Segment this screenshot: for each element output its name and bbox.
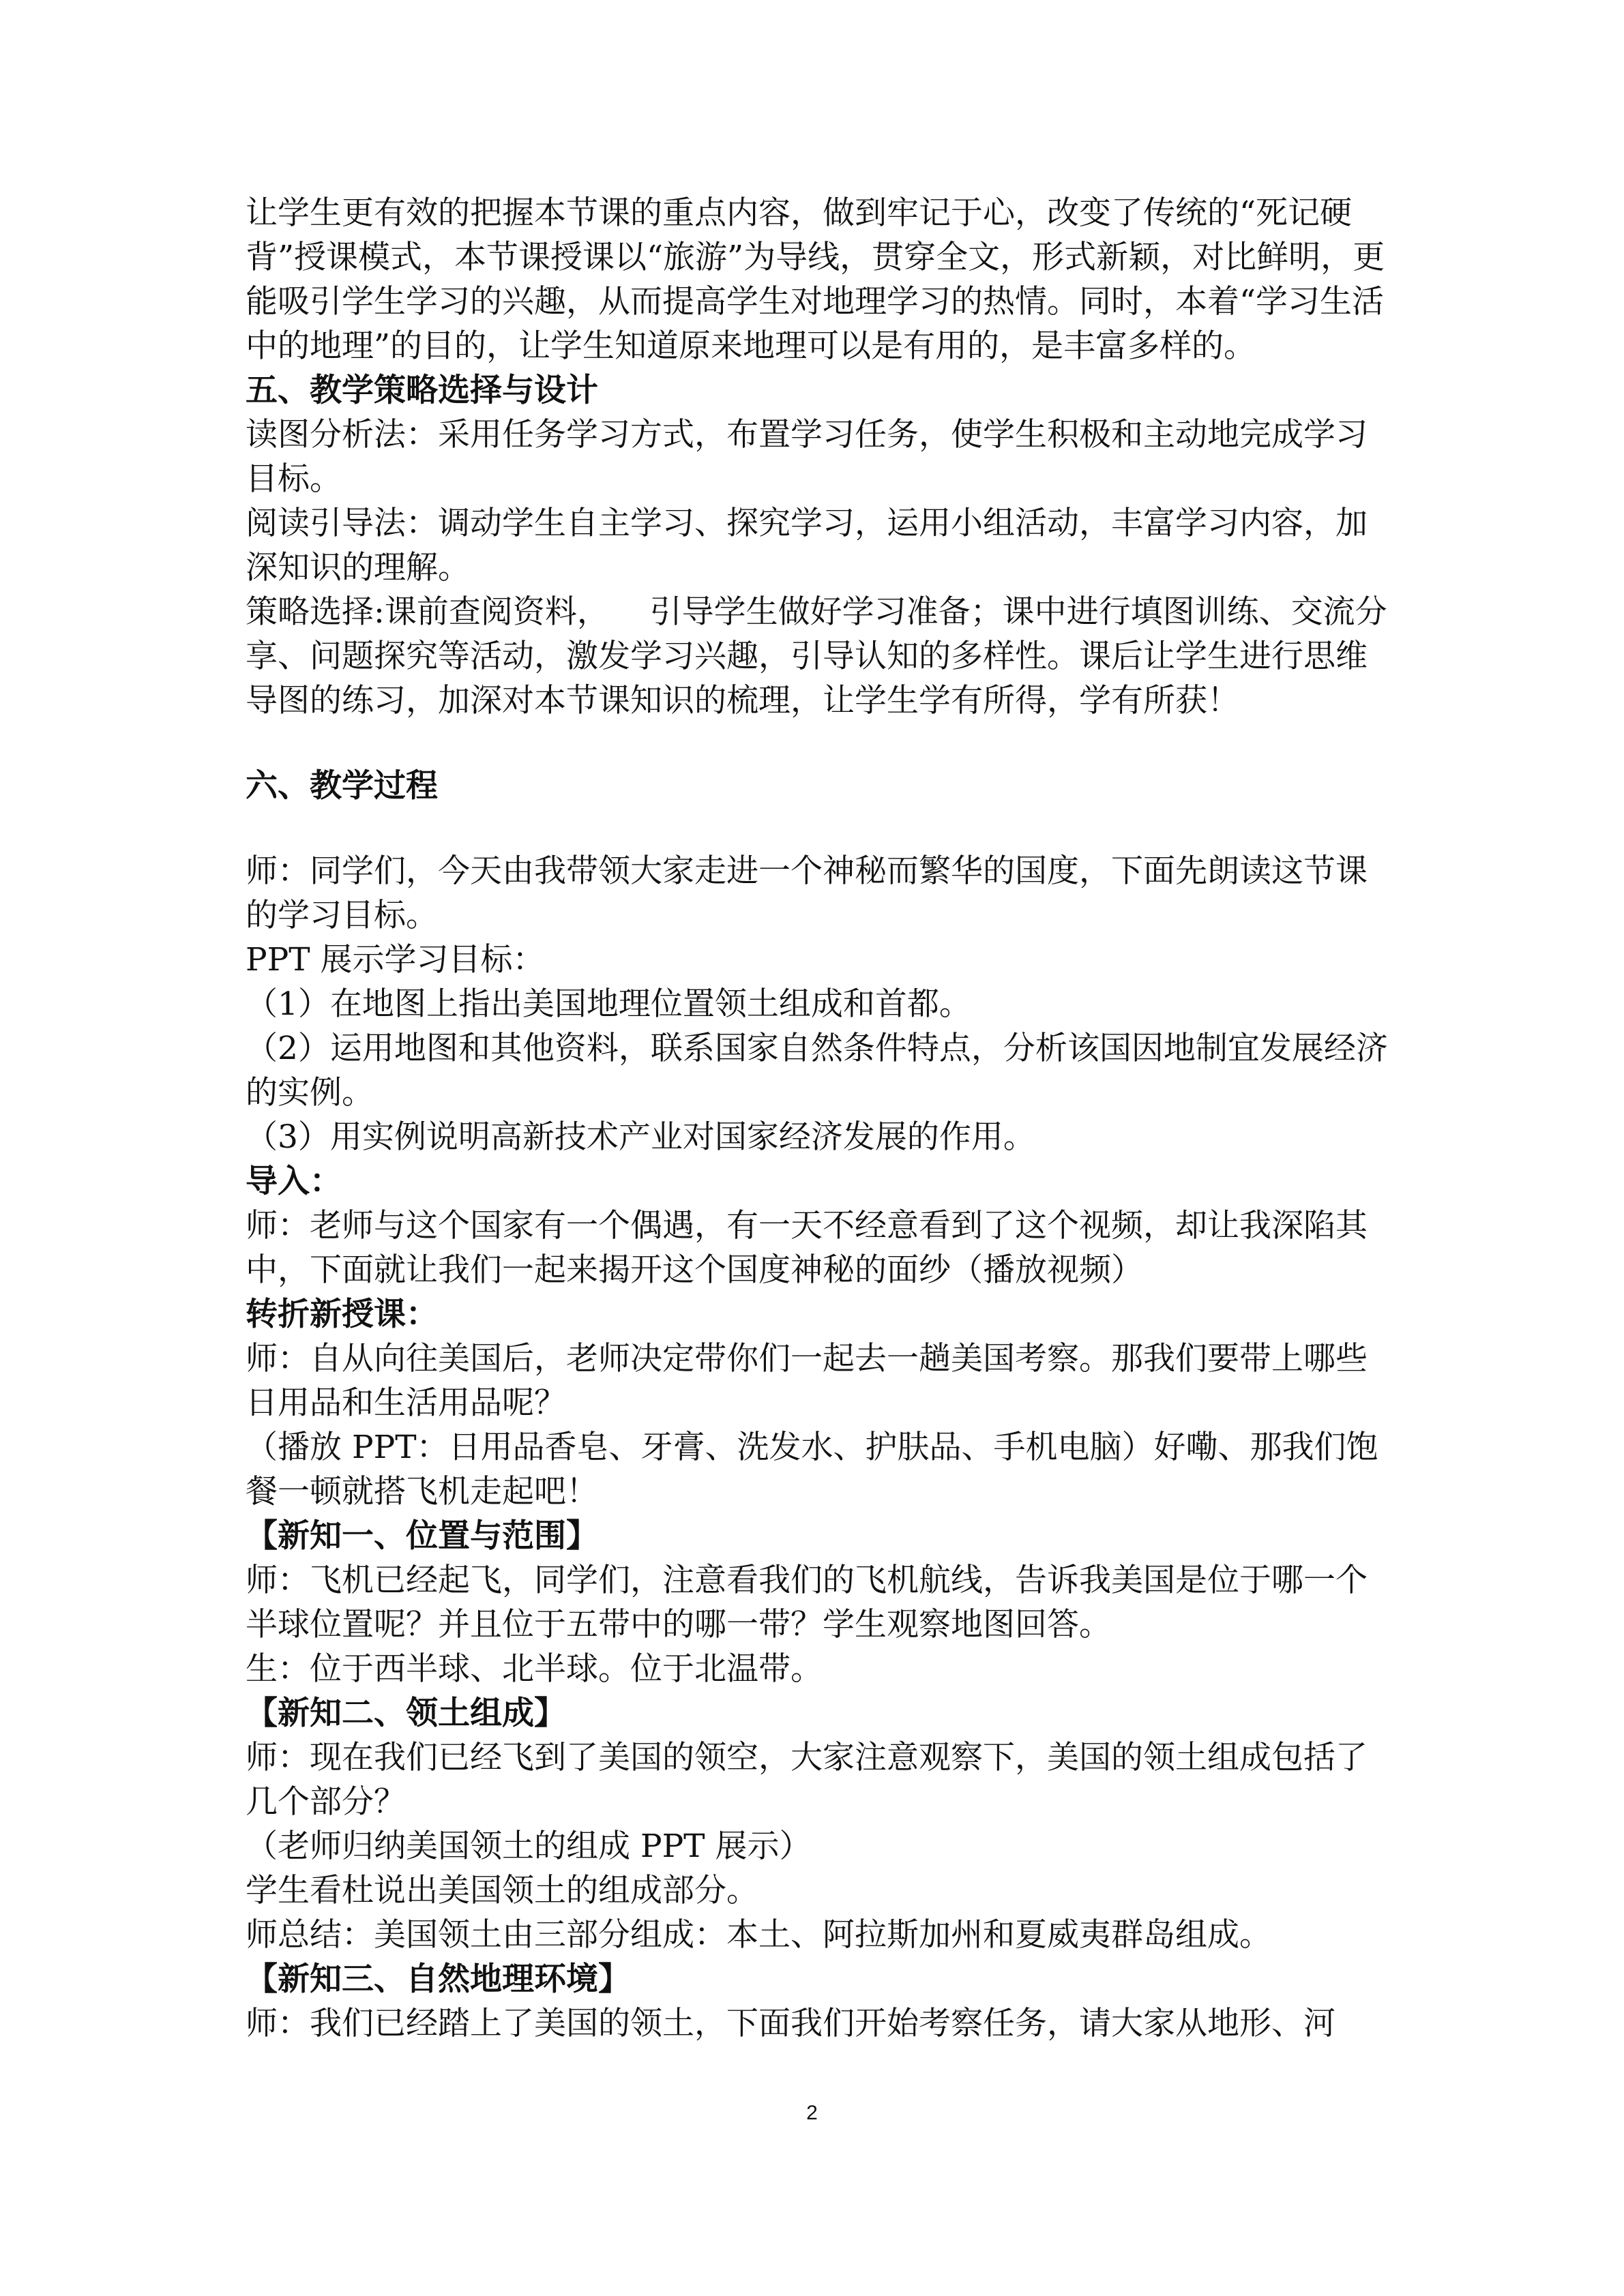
document-body [246,191,1391,2046]
strategy-choice: 策略选择:课前查阅资料， 引导学生做好学习准备；课中进行填图训练、交流分享、问题探究等活动，激发学习兴趣，引导认知的多样性。课后让学生进行思维导图的练习，加深对本节课知识的梳理，让学生学有所得，学有所获！ [246,593,1387,719]
page-number: 2 [806,2102,818,2124]
spacer [246,808,1391,849]
spacer [246,723,1391,764]
intro-text: 师：老师与这个国家有一个偶遇，有一天不经意看到了这个视频，却让我深陷其中，下面就让我们一起来揭开这个国度神秘的面纱（播放视频） [246,1207,1368,1289]
knowledge-2-teacher: 师：现在我们已经飞到了美国的领空，大家注意观察下，美国的领土组成包括了几个部分？ [246,1739,1368,1821]
knowledge-3-heading: 【新知三、自然地理环境】 [246,1960,630,1998]
transition-heading: 转折新授课： [246,1296,438,1333]
knowledge-2-summary: 师总结：美国领土由三部分组成：本土、阿拉斯加州和夏威夷群岛组成。 [246,1916,1271,1954]
intro-heading: 导入： [246,1163,342,1200]
knowledge-1-heading: 【新知一、位置与范围】 [246,1517,598,1555]
knowledge-2-student: 学生看杜说出美国领土的组成部分。 [246,1872,758,1909]
teacher-opening: 师：同学们，今天由我带领大家走进一个神秘而繁华的国度，下面先朗读这节课的学习目标。 [246,852,1368,934]
intro-paragraph: 让学生更有效的把握本节课的重点内容，做到牢记于心，改变了传统的“死记硬背”授课模式，本节课授课以“旅游”为导线，贯穿全文，形式新颖，对比鲜明，更能吸引学生学习的兴趣，从而提高学生对地理学习的热情。同时，本着“学习生活中的地理”的目的，让学生知道原来地理可以是有用的，是丰富多样的。 [246,194,1385,365]
section-heading-process: 六、教学过程 [246,767,438,805]
strategy-reading-guide: 阅读引导法：调动学生自主学习、探究学习，运用小组活动，丰富学习内容，加深知识的理解。 [246,505,1368,586]
knowledge-2-ppt: （老师归纳美国领土的组成 PPT 展示） [246,1828,812,1865]
transition-text: 师：自从向往美国后，老师决定带你们一起去一趟美国考察。那我们要带上哪些日用品和生活用品呢？ [246,1340,1368,1422]
knowledge-1-teacher: 师：飞机已经起飞，同学们，注意看我们的飞机航线，告诉我美国是位于哪一个半球位置呢？并且位于五带中的哪一带？学生观察地图回答。 [246,1562,1368,1643]
learning-goal-3: （3）用实例说明高新技术产业对国家经济发展的作用。 [246,1118,1035,1156]
section-heading-strategy: 五、教学策略选择与设计 [246,372,598,409]
knowledge-1-student: 生：位于西半球、北半球。位于北温带。 [246,1650,823,1688]
transition-ppt: （播放 PPT：日用品香皂、牙膏、洗发水、护肤品、手机电脑）好嘞、那我们饱餐一顿就搭飞机走起吧！ [246,1429,1378,1510]
knowledge-3-teacher: 师：我们已经踏上了美国的领土，下面我们开始考察任务，请大家从地形、河 [246,2005,1335,2042]
knowledge-2-heading: 【新知二、领土组成】 [246,1695,566,1732]
ppt-goals-label: PPT 展示学习目标： [246,941,545,979]
strategy-map-analysis: 读图分析法：采用任务学习方式，布置学习任务，使学生积极和主动地完成学习目标。 [246,416,1368,498]
learning-goal-2: （2）运用地图和其他资料，联系国家自然条件特点，分析该国因地制宜发展经济的实例。 [246,1030,1388,1112]
learning-goal-1: （1）在地图上指出美国地理位置领土组成和首都。 [246,985,971,1023]
